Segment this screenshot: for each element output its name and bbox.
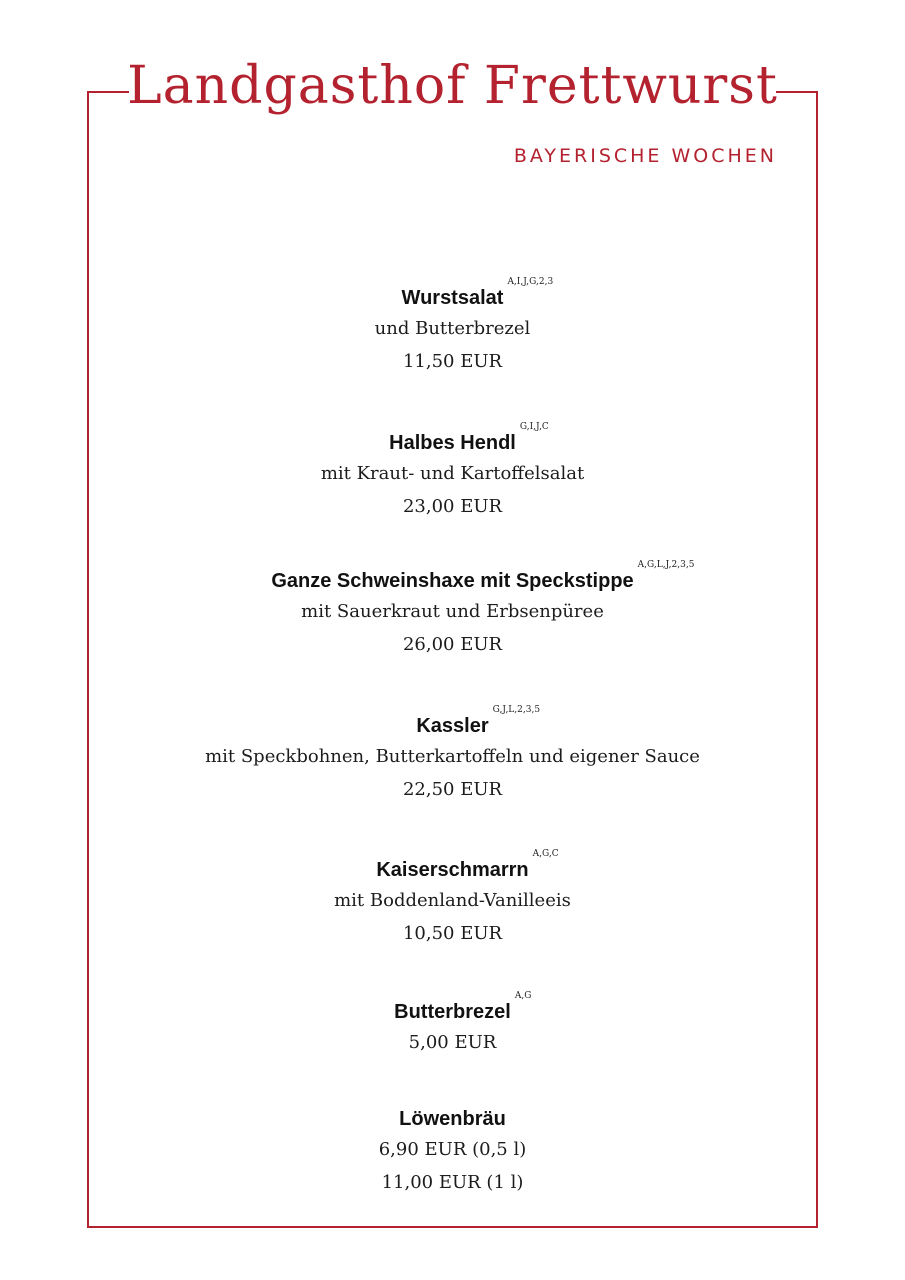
dish-name: Butterbrezel A,G xyxy=(394,998,511,1026)
allergen-codes: G,J,L,2,3,5 xyxy=(492,705,541,715)
dish-name: Halbes Hendl G,I,J,C xyxy=(389,429,516,457)
dish-price: 26,00 EUR xyxy=(402,634,503,655)
menu-item-butterbrezel xyxy=(87,991,818,1059)
menu-item-loewenbraeu xyxy=(87,1105,818,1199)
allergen-codes: A,G xyxy=(514,991,532,1001)
dish-name: Löwenbräu xyxy=(399,1108,506,1130)
dish-description: mit Speckbohnen, Butterkartoffeln und eigener Sauce xyxy=(205,746,700,767)
dish-price: 11,50 EUR xyxy=(402,351,503,372)
allergen-codes: A,I,J,G,2,3 xyxy=(507,277,554,287)
menu-item-schweinshaxe xyxy=(87,560,818,661)
menu-item-kassler xyxy=(87,705,818,806)
dish-price: 23,00 EUR xyxy=(402,496,503,517)
allergen-codes: A,G,C xyxy=(532,849,559,859)
allergen-codes: A,G,L,J,2,3,5 xyxy=(637,560,695,570)
dish-price: 5,00 EUR xyxy=(408,1032,497,1053)
menu-subtitle: BAYERISCHE WOCHEN xyxy=(513,145,777,167)
dish-name: Ganze Schweinshaxe mit Speckstippe A,G,L,J,2,3,5 xyxy=(271,567,633,595)
dish-description: und Butterbrezel xyxy=(374,318,531,339)
dish-price-small: 6,90 EUR (0,5 l) xyxy=(378,1139,527,1160)
menu-item-halbes-hendl xyxy=(87,422,818,523)
dish-description: mit Boddenland-Vanilleeis xyxy=(334,890,571,911)
dish-description: mit Sauerkraut und Erbsenpüree xyxy=(301,601,604,622)
menu-item-wurstsalat xyxy=(87,277,818,378)
dish-name: Kaiserschmarrn A,G,C xyxy=(376,856,528,884)
dish-price-large: 11,00 EUR (1 l) xyxy=(381,1172,524,1193)
dish-name: Wurstsalat A,I,J,G,2,3 xyxy=(402,284,504,312)
allergen-codes: G,I,J,C xyxy=(519,422,549,432)
dish-name: Kassler G,J,L,2,3,5 xyxy=(416,712,488,740)
dish-description: mit Kraut- und Kartoffelsalat xyxy=(320,463,585,484)
dish-price: 10,50 EUR xyxy=(402,923,503,944)
restaurant-title: Landgasthof Frettwurst xyxy=(127,56,778,116)
dish-price: 22,50 EUR xyxy=(402,779,503,800)
menu-item-kaiserschmarrn xyxy=(87,849,818,950)
